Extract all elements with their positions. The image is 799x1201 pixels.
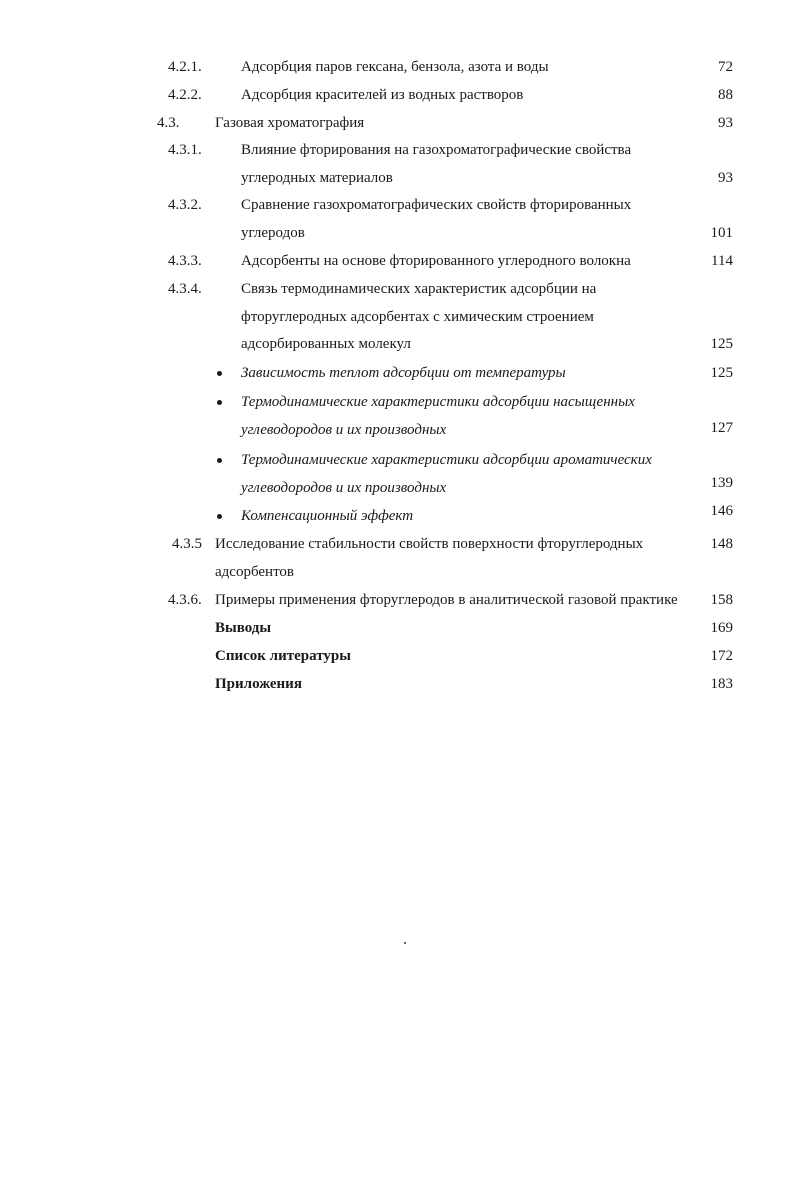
- toc-page: 127: [710, 420, 733, 436]
- toc-page: 114: [711, 253, 733, 269]
- toc-title-continued: адсорбентов: [215, 564, 295, 580]
- toc-number: 4.3.4.: [168, 281, 202, 297]
- toc-number: 4.3.: [157, 115, 180, 131]
- toc-title: Исследование стабильности свойств поверхности фторуглеродных: [215, 536, 644, 552]
- toc-page: 146: [710, 503, 733, 519]
- toc-title: Адсорбция паров гексана, бензола, азота и воды: [241, 59, 549, 75]
- toc-subtitle: Зависимость теплот адсорбции от температуры: [241, 365, 566, 381]
- toc-page: 158: [710, 592, 733, 608]
- toc-subtitle-continued: углеводородов и их производных: [241, 480, 447, 496]
- scan-speck: [404, 942, 406, 944]
- bullet-icon: [217, 458, 222, 463]
- toc-page: 72: [718, 59, 733, 75]
- toc-title-continued: углеродных материалов: [241, 170, 393, 186]
- toc-title: Связь термодинамических характеристик адсорбции на: [241, 281, 597, 297]
- toc-appendices: Приложения: [215, 676, 302, 692]
- bullet-icon: [217, 400, 222, 405]
- toc-page: 139: [710, 475, 733, 491]
- toc-title: Газовая хроматография: [215, 115, 365, 131]
- bullet-icon: [217, 514, 222, 519]
- toc-subtitle: Компенсационный эффект: [241, 508, 414, 524]
- toc-page: 172: [710, 648, 733, 664]
- toc-title: Адсорбция красителей из водных растворов: [241, 87, 524, 103]
- toc-number: 4.3.3.: [168, 253, 202, 269]
- toc-number: 4.2.1.: [168, 59, 202, 75]
- toc-page: 88: [718, 87, 733, 103]
- toc-number: 4.2.2.: [168, 87, 202, 103]
- toc-page: 101: [710, 225, 733, 241]
- toc-title: Сравнение газохроматографических свойств фторированных: [241, 197, 632, 213]
- toc-subtitle-continued: углеводородов и их производных: [241, 422, 447, 438]
- toc-page: 93: [718, 170, 733, 186]
- toc-page: 125: [710, 365, 733, 381]
- toc-title-continued: фторуглеродных адсорбентах с химическим строением: [241, 309, 594, 325]
- toc-number: 4.3.2.: [168, 197, 202, 213]
- bullet-icon: [217, 371, 222, 376]
- toc-page: 125: [710, 336, 733, 352]
- toc-title-continued: адсорбированных молекул: [241, 336, 411, 352]
- toc-subtitle: Термодинамические характеристики адсорбции ароматических: [241, 452, 652, 468]
- toc-page: 169: [710, 620, 733, 636]
- toc-title-continued: углеродов: [241, 225, 305, 241]
- toc-number: 4.3.1.: [168, 142, 202, 158]
- toc-subtitle: Термодинамические характеристики адсорбции насыщенных: [241, 394, 635, 410]
- toc-page: 148: [710, 536, 733, 552]
- toc-references: Список литературы: [215, 648, 351, 664]
- toc-number: 4.3.5: [172, 536, 202, 552]
- toc-title: Влияние фторирования на газохроматографические свойства: [241, 142, 632, 158]
- toc-title: Адсорбенты на основе фторированного углеродного волокна: [241, 253, 631, 269]
- toc-number: 4.3.6.: [168, 592, 202, 608]
- toc-page: 183: [710, 676, 733, 692]
- toc-page: 93: [718, 115, 733, 131]
- toc-title: Примеры применения фторуглеродов в аналитической газовой практике: [215, 592, 678, 608]
- toc-conclusions: Выводы: [215, 620, 272, 636]
